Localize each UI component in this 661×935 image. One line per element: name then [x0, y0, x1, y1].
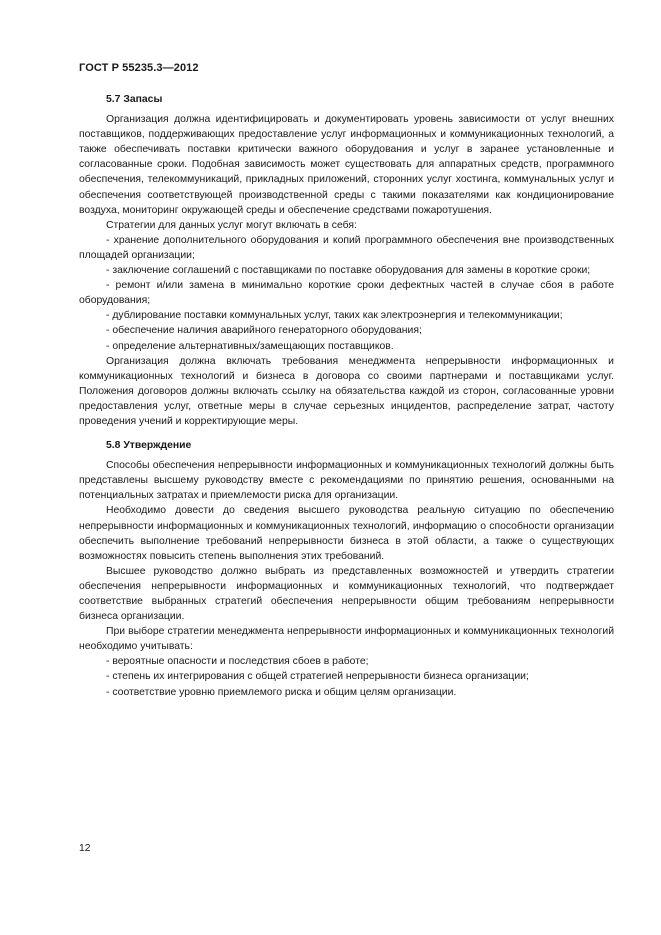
section-5-7-paragraph-1: Организация должна идентифицировать и документировать уровень зависимости от услуг внешних поставщиков, поддерживающих предоставление услуг информационных и коммуникационных технологий, а также обеспечивать поставки критически важного оборудования и услуг в заранее установленные и согласованные сроки. Подобная зависимость может существовать для аппаратных средств, программного обеспечения, телекоммуникаций, прикладных приложений, сторонних услуг хостинга, коммунальных услуг и обеспечения соответствующей производственной среды с такими показателями как кондиционирование воздуха, мониторинг окружающей среды и обеспечение средствами пожаротушения.: [79, 114, 614, 216]
section-5-7-paragraph-2: Стратегии для данных услуг могут включать в себя:: [106, 219, 357, 231]
section-5-8-paragraph-3: Высшее руководство должно выбрать из представленных возможностей и утвердить стратегии обеспечения непрерывности информационных и коммуникационных технологий, что подтверждает соответствие выбранных стратегий обеспечения непрерывности общим требованиям непрерывности бизнеса организации.: [79, 565, 614, 623]
document-id-header: ГОСТ Р 55235.3—2012: [79, 62, 199, 74]
list-item: - степень их интегрирования с общей стратегией непрерывности бизнеса организации;: [106, 671, 529, 683]
page-number: 12: [79, 843, 91, 854]
section-5-7-paragraph-3: Организация должна включать требования менеджмента непрерывности информационных и коммуникационных технологий и бизнеса в договора со своими партнерами и поставщиками услуг. Положения договоров должны включать ссылку на обязательства каждой из сторон, согласованные уровни предоставления услуг, ответные меры в случае серьезных инцидентов, распределение затрат, частоту проведения учений и корректирующие меры.: [79, 355, 614, 427]
page-content: [79, 92, 614, 700]
list-item: - определение альтернативных/замещающих поставщиков.: [106, 340, 394, 352]
section-5-8-paragraph-1: Способы обеспечения непрерывности информационных и коммуникационных технологий должны быть представлены высшему руководству вместе с рекомендациями по принятию решения, основанными на потенциальных затратах и приемлемости риска для организации.: [79, 460, 614, 502]
list-item: - дублирование поставки коммунальных услуг, таких как электроэнергия и телекоммуникации;: [106, 310, 563, 322]
list-item: - обеспечение наличия аварийного генераторного оборудования;: [106, 325, 422, 337]
list-item: - хранение дополнительного оборудования и копий программного обеспечения вне производственных площадей организации;: [79, 234, 614, 261]
list-item: - ремонт и/или замена в минимально короткие сроки дефектных частей в случае сбоя в работе оборудования;: [79, 280, 614, 307]
section-5-7-heading: 5.7 Запасы: [106, 94, 163, 105]
list-item: - заключение соглашений с поставщиками по поставке оборудования для замены в короткие сроки;: [106, 265, 591, 277]
section-5-8-paragraph-2: Необходимо довести до сведения высшего руководства реальную ситуацию по обеспечению непрерывности информационных и коммуникационных технологий, информацию о способности организации обеспечить выполнение требований непрерывности бизнеса в этой области, а также о существующих возможностях повысить степень выполнения этих требований.: [79, 505, 614, 562]
list-item: - вероятные опасности и последствия сбоев в работе;: [106, 656, 369, 668]
section-5-8-paragraph-4: При выборе стратегии менеджмента непрерывности информационных и коммуникационных технологий необходимо учитывать:: [79, 626, 614, 653]
list-item: - соответствие уровню приемлемого риска и общим целям организации.: [106, 686, 457, 698]
section-5-8-heading: 5.8 Утверждение: [106, 440, 192, 452]
